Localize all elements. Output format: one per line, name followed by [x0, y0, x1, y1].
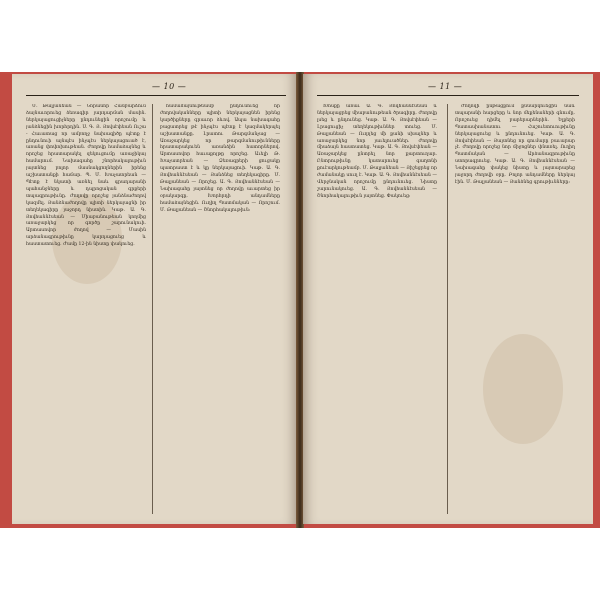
column-text: Խոսքը առաւ Ա. Գ. Յովհաննէսեան և ներկայացրեց միաբանութեան ծրագիրը. Ժողովը լսեց և ընդունեց. Կաթ. Ա. Գ. Յովսէփեան — Լրացուցիչ տեղեկութիւններ տուեց. Մ. Թալյանեան — Ուղղեց մի քանի սխալներ և առաջարկեց նոր յաւելուածներ. Ժողովը միաձայն հաստատեց. Կաթ. Ա. Գ. Յովսէփեան — Առաջարկեց ընտրել նոր քարտուղար. Ընտրութիւնը կատարուեց գաղտնի քուէարկութեամբ. Մ. Թալյանեան — Յիշեցրեց որ ժամանակը սուղ է. Կաթ. Ա. Գ. Յովհաննէսեան — Վերջնական որոշումը ընդունուեց. Նիստը շարունակուեց. Ա. Գ. Յովհաննէսեան — Շնորհակալութիւն յայտնեց. Փակուեց։ — [317, 104, 437, 199]
left-page — [12, 74, 297, 524]
page-number-left: — 10 — — [152, 82, 187, 91]
header-rule-right — [317, 95, 579, 96]
column-text: Մ. Թալյանեան — Նորանոր Համբարձում ձայնաւորուեց ձեռագիր յարդարման մասին. ներկայացուցիչները ընդունեցին որոշումը և յանձնեցին խորհրդին. Ս. Գ. Յ. Յովսէփեան Ուշա - Հաւատաց որ ամբողջ նախագիծը պէտք է ընդունուի այնպէս ինչպէս ներկայացուած է, առանց փոփոխութեան. Ժողովը համաձայնեց և որոշեց հրատարակել զեկուցումը առաջիկայ համարում. Նախագահը շնորհակալութիւն յայտնեց բոլոր մասնակցողներին իրենց աշխատանքի համար. Պ. Մ. Խաչատրեան — Պէտք է նկատի առնել նաև գրադարանի պահանջները և դպրոցական գրքերի տպագրութիւնը. Ժողովը որոշեց յանձնաժողով կազմել. Յանձնաժողովը պիտի ներկայացնի իր տեղեկագիրը յաջորդ նիստին. Կաթ. Ա. Գ. Յովհաննէսեան — Միաբանութեան կողմից առաջարկեց որ գործը շարունակուի. Արտասովոր ժողով — Մասին արձանագրութիւնը կարդացուեց և հաստատուեց. Ժամը 12-ին նիստը փակուեց. — [26, 104, 146, 248]
column-text: համաձայնութեամբ ընդունուեց որ ժողովականները պիտի ներկայացնեն իրենց կարծիքները գրաւոր ձևով. Ապա նախագահը բացատրեց թէ ինչպէս պէտք է կազմակերպել աշխատանքը. Լրատու Թարգմանչաց — Առաջարկեց որ թարգմանութիւնները հրատարակուեն առանձին հատորներով. Արտասովոր հաւաքոյթը որոշեց. Աւելի Թ. Խաչատրեան — Ձեռագրերի ցուցակը պատրաստ է և կը ներկայացուի. Կաթ. Ա. Գ. Յովհաննէսեան — Յանձնեց տեղեկագիրը. Մ. Թալյանեան — Որոշեց. Ա. Գ. Յովհաննէսեան — Նախագահը յայտնեց որ ժողովը աւարտեց իր օրակարգը. Խորհրդի անդամները համաձայնեցին. Ուղիղ Պատմական — Որոշում. Մ. Թալյանեան — Շնորհակալութիւն։ — [160, 104, 280, 213]
column-text: Ժողովի ընթացքում քննարկուեցին նաև տպարանի հարցերը և նոր մեքենաների գնումը. Որոշուեց դիմել բարերարներին. Ելքերի Պատասխանատու — Հաշուետուութիւնը ներկայացուեց և ընդունուեց. Կաթ. Ա. Գ. Յովսէփեան — Յայտնեց որ գումարը բաւարար չէ. Ժողովը որոշեց նոր միջոցներ փնտռել. Ուղիղ Պատմական — Արձանագրութիւնը ստորագրուեց. Կաթ. Ա. Գ. Յովհաննէսեան — Նախագահը փակեց նիստը և յայտարարեց յաջորդ ժողովի օրը. Բոլոր անդամները ներկայ էին. Մ. Թալյանեան — Յանձնեց գրութիւնները։ — [455, 104, 575, 185]
right-page — [303, 74, 593, 524]
column-divider-left — [152, 104, 153, 514]
bottom-margin — [0, 528, 600, 600]
top-margin — [0, 0, 600, 72]
header-rule-left — [26, 95, 286, 96]
left-page-column-2 — [160, 104, 280, 514]
right-page-column-1 — [317, 104, 437, 514]
page-number-right: — 11 — — [428, 82, 463, 91]
right-page-column-2 — [455, 104, 575, 514]
column-divider-right — [447, 104, 448, 514]
open-book — [0, 72, 600, 528]
left-page-column-1 — [26, 104, 146, 514]
